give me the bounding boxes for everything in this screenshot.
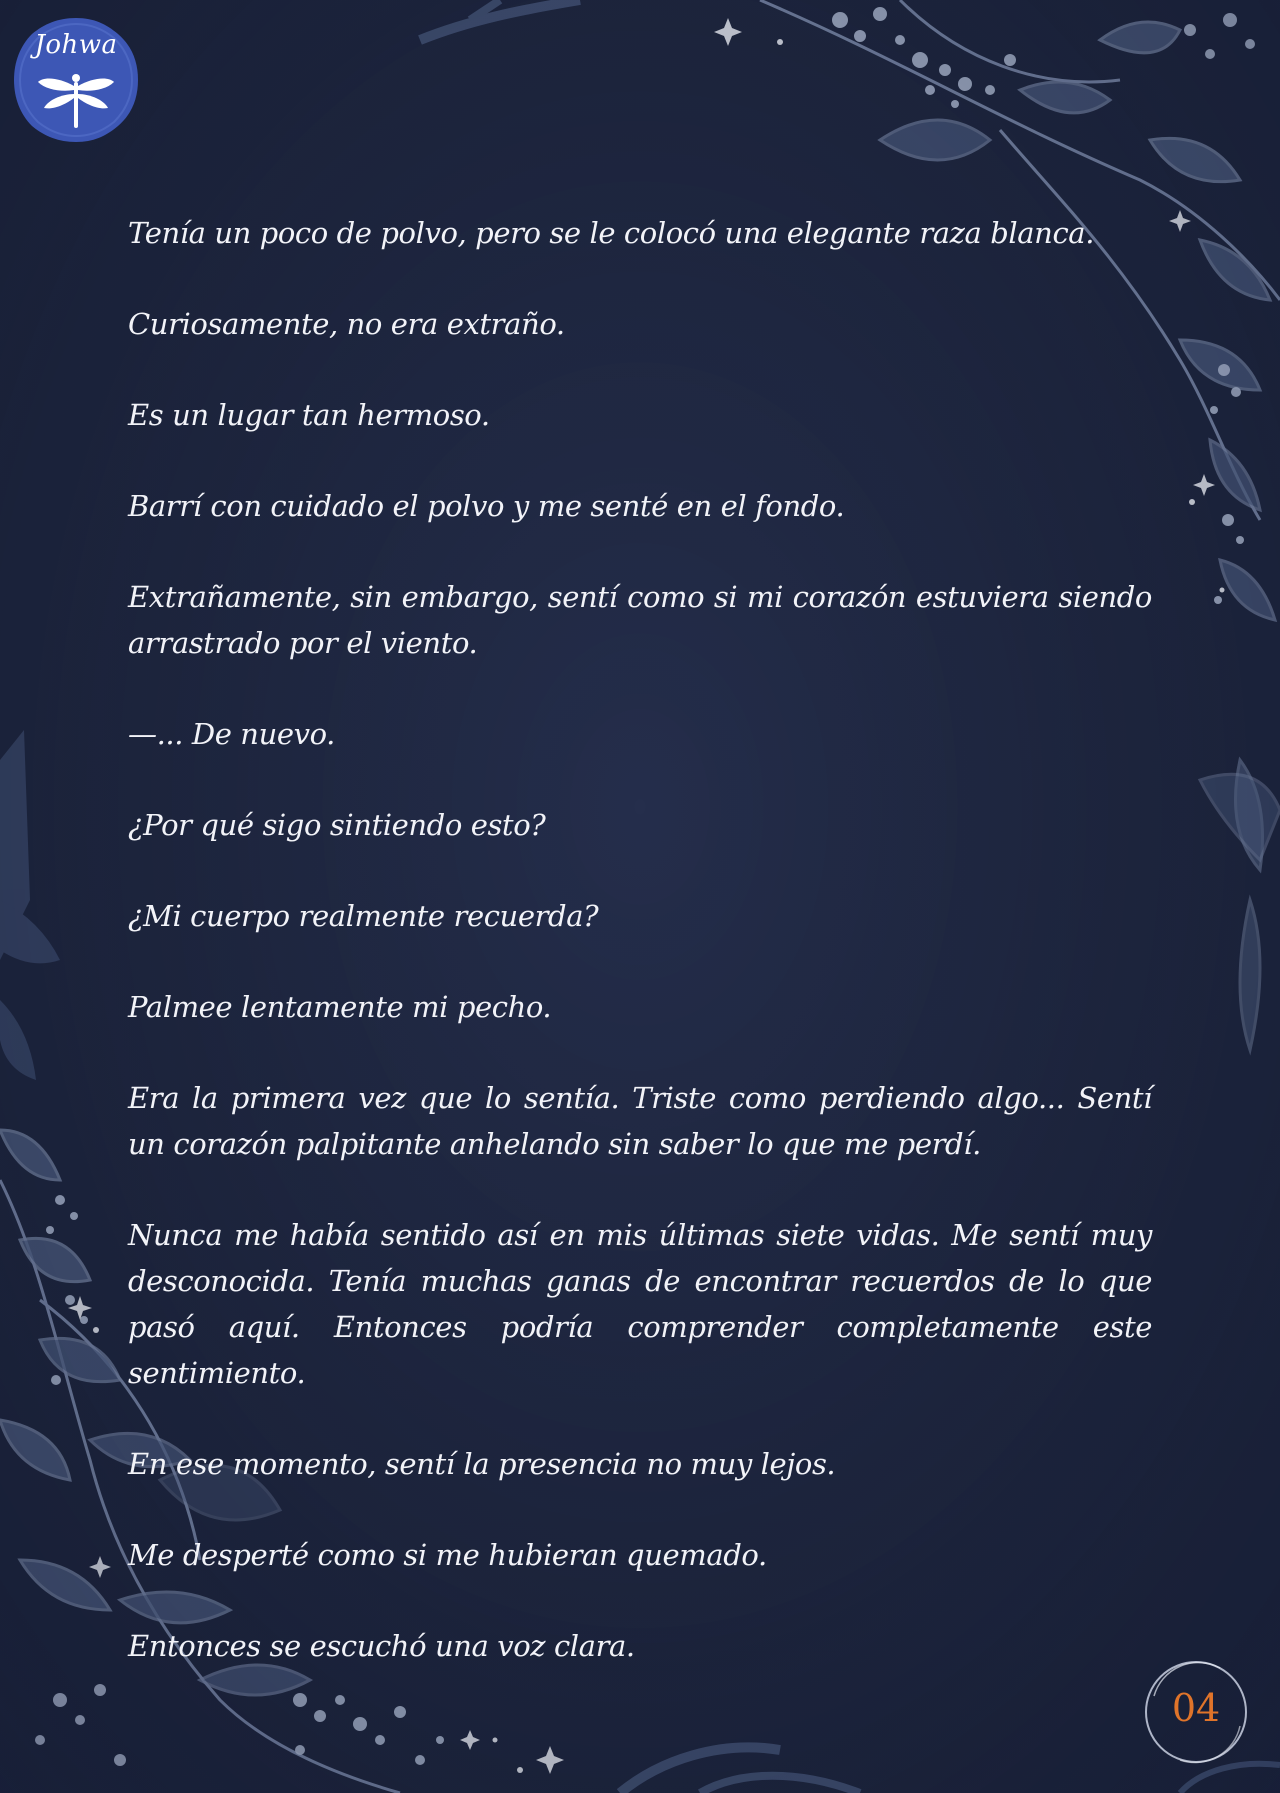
dragonfly-icon (36, 68, 116, 138)
paragraph: Entonces se escuchó una voz clara. (128, 1629, 635, 1663)
johwa-logo (12, 16, 140, 144)
paragraph: —... De nuevo. (128, 717, 335, 751)
paragraph: Extrañamente, sin embargo, sentí como si mi corazón estuviera siendo arrastrado por el viento. (128, 580, 1152, 660)
paragraph: Tenía un poco de polvo, pero se le colocó una elegante raza blanca. (128, 216, 1095, 250)
paragraph: Nunca me había sentido así en mis últimas siete vidas. Me sentí muy desconocida. Tenía muchas ganas de encontrar recuerdos de lo que pasó aquí. Entonces podría comprender completamente este sentimiento. (128, 1218, 1152, 1390)
paragraph: Es un lugar tan hermoso. (128, 398, 490, 432)
logo-text: Johwa (34, 30, 118, 60)
page-number-text: 04 (1171, 1686, 1221, 1730)
page-number (1140, 1656, 1252, 1768)
body-text (128, 210, 1152, 1714)
paragraph: ¿Por qué sigo sintiendo esto? (128, 808, 546, 842)
paragraph: Era la primera vez que lo sentía. Triste como perdiendo algo... Sentí un corazón palpitante anhelando sin saber lo que me perdí. (128, 1081, 1152, 1161)
paragraph: Me desperté como si me hubieran quemado. (128, 1538, 767, 1572)
paragraph: Curiosamente, no era extraño. (128, 307, 565, 341)
paragraph: Palmee lentamente mi pecho. (128, 990, 552, 1024)
paragraph: Barrí con cuidado el polvo y me senté en el fondo. (128, 489, 845, 523)
paragraph: En ese momento, sentí la presencia no muy lejos. (128, 1447, 836, 1481)
paragraph: ¿Mi cuerpo realmente recuerda? (128, 899, 599, 933)
